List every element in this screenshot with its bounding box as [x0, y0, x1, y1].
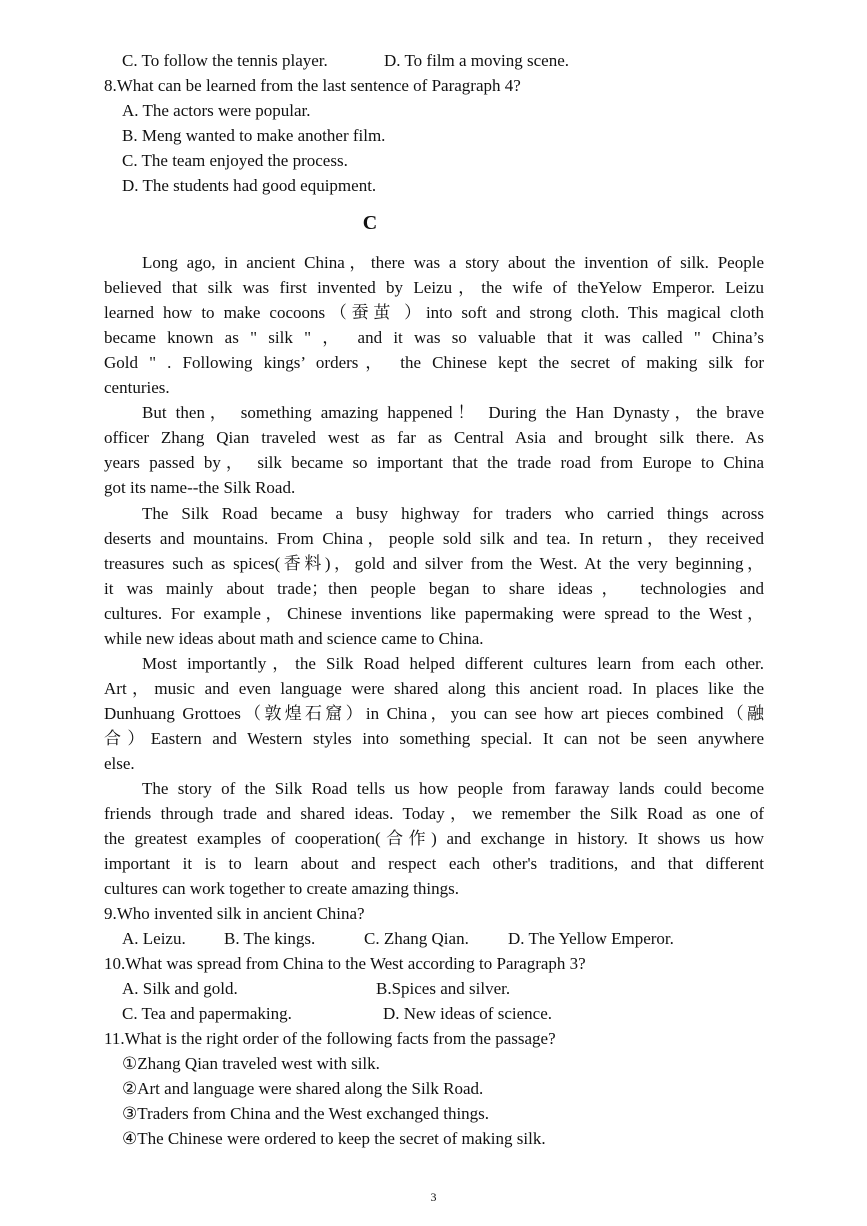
q11-question: 11.What is the right order of the following facts from the passage? [104, 1029, 556, 1048]
passage-line: it was mainly about trade；then people began to share ideas， technologies and [104, 579, 764, 598]
q9-option-b: B. The kings. [224, 929, 316, 948]
q8-option-b: B. Meng wanted to make another film. [122, 126, 386, 145]
passage-line: The Silk Road became a busy highway for traders who carried things across [142, 504, 764, 523]
passage-line: cultures. For example，Chinese inventions like papermaking were spread to the West， [104, 604, 764, 623]
q9-option-d: D. The Yellow Emperor. [508, 929, 674, 948]
passage-line: The story of the Silk Road tells us how people from faraway lands could become [142, 779, 764, 798]
q11-fact-1: ①Zhang Qian traveled west with silk. [122, 1054, 380, 1073]
passage-line: Most importantly，the Silk Road helped different cultures learn from each other. [142, 654, 764, 673]
passage-line: learned how to make cocoons（蚕茧 ）into soft and strong cloth. This magical cloth [104, 303, 764, 322]
q10-question: 10.What was spread from China to the West according to Paragraph 3? [104, 954, 586, 973]
q10-option-d: D. New ideas of science. [383, 1004, 552, 1023]
passage-line: treasures such as spices(香料)，gold and silver from the West. At the very beginning， [104, 554, 764, 573]
passage-line: deserts and mountains. From China，people sold silk and tea. In return，they received [104, 529, 764, 548]
passage-line: officer Zhang Qian traveled west as far as Central Asia and brought silk there. As [104, 428, 764, 447]
q11-fact-2: ②Art and language were shared along the Silk Road. [122, 1079, 484, 1098]
passage-line: important it is to learn about and respect each other's traditions, and that different [104, 854, 764, 873]
q7-option-c: C. To follow the tennis player. [122, 51, 328, 70]
section-title: C [362, 212, 378, 234]
q9-option-c: C. Zhang Qian. [364, 929, 469, 948]
q8-question: 8.What can be learned from the last sentence of Paragraph 4? [104, 76, 521, 95]
q9-option-a: A. Leizu. [122, 929, 186, 948]
passage-line: else. [104, 754, 135, 773]
passage-line: Dunhuang Grottoes（敦煌石窟）in China，you can see how art pieces combined（融 [104, 704, 764, 723]
q10-option-a: A. Silk and gold. [122, 979, 238, 998]
passage-line: centuries. [104, 378, 170, 397]
q11-fact-4: ④The Chinese were ordered to keep the secret of making silk. [122, 1129, 546, 1148]
q11-fact-3: ③Traders from China and the West exchanged things. [122, 1104, 490, 1123]
passage-line: got its name--the Silk Road. [104, 478, 296, 497]
passage-line: believed that silk was first invented by Leizu，the wife of theYelow Emperor. Leizu [104, 278, 764, 297]
q8-option-c: C. The team enjoyed the process. [122, 151, 348, 170]
passage-line: Long ago, in ancient China，there was a story about the invention of silk. People [142, 253, 764, 272]
q8-option-d: D. The students had good equipment. [122, 176, 377, 195]
page-number: 3 [430, 1190, 437, 1204]
passage-line: the greatest examples of cooperation(合作) and exchange in history. It shows us how [104, 829, 764, 848]
passage-line: Art，music and even language were shared along this ancient road. In places like the [104, 679, 764, 698]
q7-option-d: D. To film a moving scene. [384, 51, 569, 70]
passage-line: years passed by， silk became so important that the trade road from Europe to China [104, 453, 764, 472]
q8-option-a: A. The actors were popular. [122, 101, 311, 120]
passage-line: Gold " . Following kings’ orders， the Chinese kept the secret of making silk for [104, 353, 764, 372]
q10-option-c: C. Tea and papermaking. [122, 1004, 292, 1023]
q9-question: 9.Who invented silk in ancient China? [104, 904, 365, 923]
passage-line: while new ideas about math and science came to China. [104, 629, 484, 648]
passage-line: friends through trade and shared ideas. Today，we remember the Silk Road as one of [104, 804, 764, 823]
q10-option-b: B.Spices and silver. [376, 979, 511, 998]
passage-line: became known as " silk " ， and it was so valuable that it was called " China’s [104, 328, 764, 347]
passage-line: But then， something amazing happened！ During the Han Dynasty，the brave [142, 403, 764, 422]
passage-line: cultures can work together to create amazing things. [104, 879, 459, 898]
passage-line: 合）Eastern and Western styles into something special. It can not be seen anywhere [104, 729, 764, 748]
